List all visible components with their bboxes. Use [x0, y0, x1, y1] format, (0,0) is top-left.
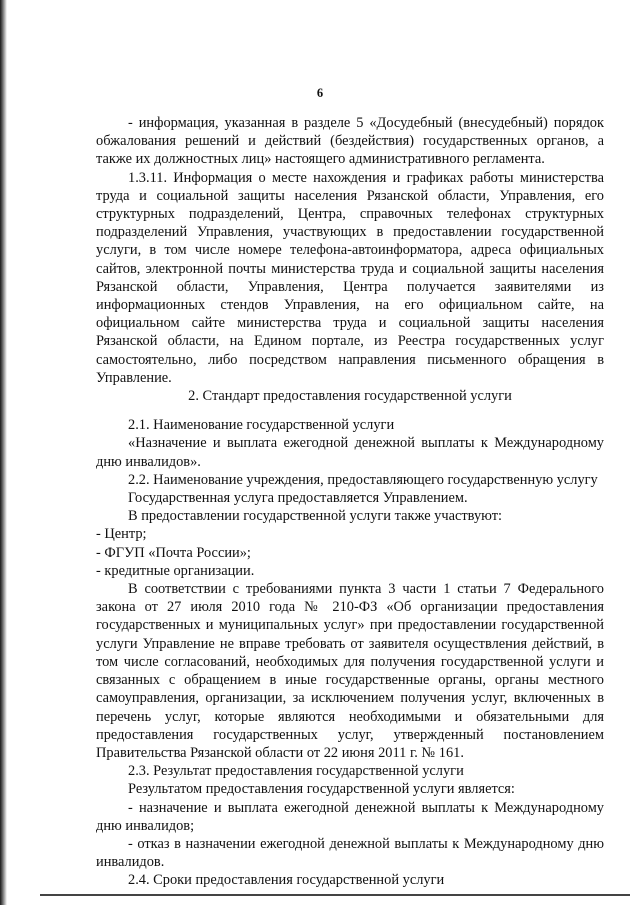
document-body [96, 114, 604, 890]
paragraph: 1.3.11. Информация о месте нахождения и графиках работы министерства труда и социальной защиты населения Рязанской области, Управления, его структурных подразделений, Центра, справочных телефонах структурных подразделений Управления, участвующих в предоставлении государственной услуги, в том числе номере телефона-автоинформатора, адреса официальных сайтов, электронной почты министерства труда и социальной защиты населения Рязанской области, Управления, Центра получается заявителями из информационных стендов Управления, на его официальном сайте, на официальном сайте министерства труда и социальной защиты населения Рязанской области, на Едином портале, из Реестра государственных услуг самостоятельно, либо посредством направления письменного обращения в Управление. [96, 169, 604, 386]
paragraph: В соответствии с требованиями пункта 3 части 1 статьи 7 Федерального закона от 27 июля 2010 года № 210-ФЗ «Об организации предоставления государственных и муниципальных услуг» при предоставлении государственной услуги Управление не вправе требовать от заявителя осуществления действий, в том числе согласований, необходимых для получения государственной услуги и связанных с обращением в иные государственные органы, органы местного самоуправления, организации, за исключением получения услуг, включенных в перечень услуг, которые являются необходимыми и обязательными для предоставления государственных услуг, утвержденный постановлением Правительства Рязанской области от 22 июня 2011 г. № 161. [96, 581, 604, 761]
list-item: - кредитные организации. [96, 562, 255, 579]
subsection-title: 2.4. Сроки предоставления государственной услуги [128, 872, 445, 889]
paragraph: - информация, указанная в разделе 5 «Досудебный (внесудебный) порядок обжалования решений и действий (бездействия) государственных органов, а также их должностных лиц» настоящего административного регламента. [96, 115, 604, 168]
list-item: - отказ в назначении ежегодной денежной выплаты к Международному дню инвалидов. [96, 835, 604, 871]
scan-edge-shadow [0, 0, 7, 905]
paragraph: В предоставлении государственной услуги также участвуют: [128, 508, 503, 525]
paragraph: «Назначение и выплата ежегодной денежной выплаты к Международному дню инвалидов». [96, 435, 604, 470]
page-number: 6 [316, 86, 324, 100]
subsection-title: 2.3. Результат предоставления государственной услуги [128, 763, 464, 780]
section-heading: 2. Стандарт предоставления государственной услуги [188, 388, 512, 405]
list-item: - ФГУП «Почта России»; [96, 544, 251, 561]
subsection-title: 2.1. Наименование государственной услуги [128, 417, 395, 434]
list-item: - назначение и выплата ежегодной денежной выплаты к Международному дню инвалидов; [96, 799, 604, 834]
scan-bottom-line [40, 894, 630, 896]
paragraph: Результатом предоставления государственной услуги является: [128, 781, 515, 798]
paragraph: Государственная услуга предоставляется Управлением. [128, 490, 468, 507]
subsection-title: 2.2. Наименование учреждения, предоставляющего государственную услугу [128, 471, 598, 488]
list-item: - Центр; [96, 526, 147, 543]
